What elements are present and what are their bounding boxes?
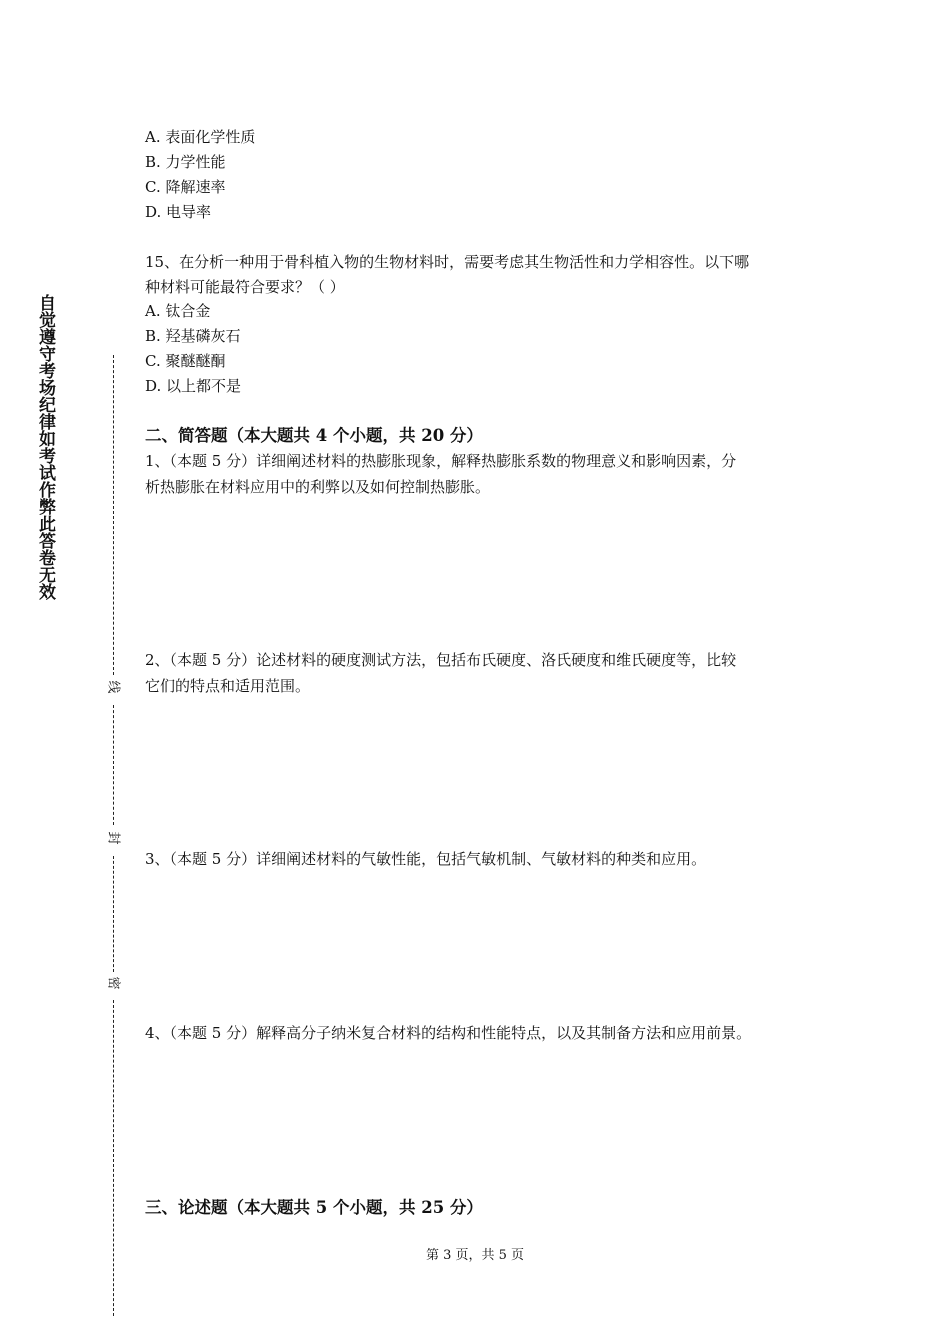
s2-q3-line1: 3、（本题 5 分）详细阐述材料的气敏性能，包括气敏机制、气敏材料的种类和应用。 [145,850,707,868]
seal-mark-secret: 密 [105,976,121,990]
s2-q2-line2: 它们的特点和适用范围。 [145,677,311,695]
q15-option-c: C. 聚醚醚酮 [145,352,226,370]
s2-q2-line1: 2、（本题 5 分）论述材料的硬度测试方法，包括布氏硬度、洛氏硬度和维氏硬度等，比较 [145,651,737,669]
q14-option-c: C. 降解速率 [145,178,226,196]
s2-q4-line1: 4、（本题 5 分）解释高分子纳米复合材料的结构和性能特点，以及其制备方法和应用前景。 [145,1024,752,1042]
s2-q1-line1: 1、（本题 5 分）详细阐述材料的热膨胀现象，解释热膨胀系数的物理意义和影响因素，分 [145,452,737,470]
seal-dashed-line-lower-mid [113,856,114,972]
q15-option-b: B. 羟基磷灰石 [145,327,241,345]
seal-mark-seal: 封 [105,831,121,845]
seal-dashed-line-top [113,355,114,675]
q15-option-a: A. 钛合金 [145,302,211,320]
exam-discipline-notice: 自觉遵守考场纪律如考试作弊此答卷无效 [35,294,55,600]
seal-dashed-line-bottom [113,1000,114,1316]
q15-stem-line1: 15、在分析一种用于骨科植入物的生物材料时，需要考虑其生物活性和力学相容性。以下哪 [145,253,750,271]
q15-option-d: D. 以上都不是 [145,377,242,395]
q14-option-a: A. 表面化学性质 [145,128,256,146]
seal-dashed-line-upper-mid [113,705,114,825]
section3-title: 三、论述题（本大题共 5 个小题，共 25 分） [145,1198,483,1217]
seal-mark-line: 线 [105,680,121,694]
page-number: 第 3 页，共 5 页 [425,1248,525,1263]
s2-q1-line2: 析热膨胀在材料应用中的利弊以及如何控制热膨胀。 [145,478,491,496]
q15-stem-line2: 种材料可能最符合要求？（ ） [145,278,345,296]
section2-title: 二、简答题（本大题共 4 个小题，共 20 分） [145,426,483,445]
q14-option-d: D. 电导率 [145,203,212,221]
q14-option-b: B. 力学性能 [145,153,226,171]
